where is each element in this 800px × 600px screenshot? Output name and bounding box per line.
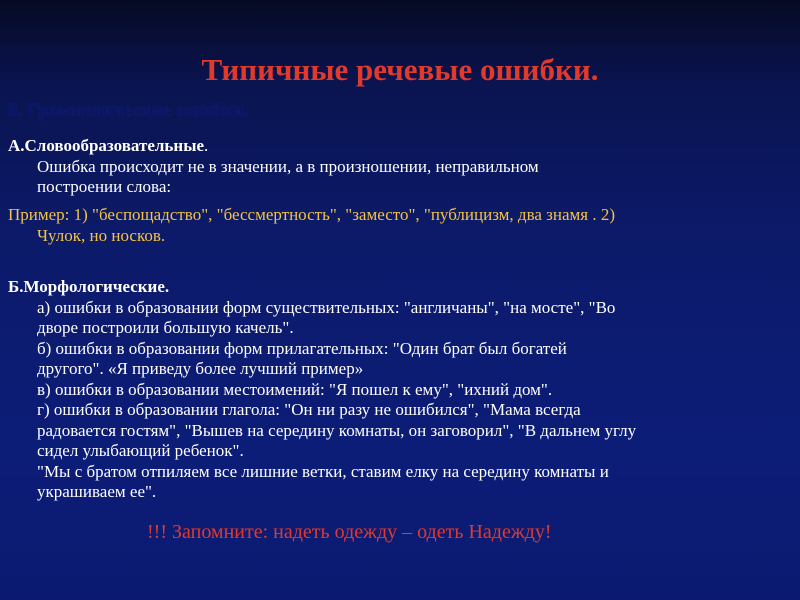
section-b-line: дворе построили большую качель".: [37, 318, 294, 337]
section-b-line: другого". «Я приведу более лучший пример»: [37, 359, 364, 378]
section-b-line: а) ошибки в образовании форм существительных: "англичаны", "на мосте", "Во: [37, 297, 616, 317]
section-a-label: А.Словообразовательные: [8, 136, 205, 155]
section-b-line: украшиваем ее".: [37, 482, 157, 501]
section-heading: 8. Грамматические ошибки.: [8, 100, 249, 121]
section-b-line: в) ошибки в образовании местоимений: "Я пошел к ему", "ихний дом".: [37, 379, 553, 399]
remember-note: !!! Запомните: надеть одежду – одеть Надежду!: [147, 521, 552, 543]
section-b-line: сидел улыбающий ребенок".: [37, 441, 244, 460]
section-a-label-tail: .: [204, 136, 209, 155]
section-b-label: Б.Морфологические.: [8, 277, 170, 296]
section-a-line: Ошибка происходит не в значении, а в произношении, неправильном: [37, 156, 539, 176]
section-a-line: построении слова:: [37, 177, 172, 196]
slide-title: Типичные речевые ошибки.: [201, 52, 599, 87]
section-b-line: радовается гостям", "Вышев на середину комнаты, он заговорил", "В дальнем углу: [37, 420, 637, 440]
example-line: Пример: 1) "беспощадство", "бессмертность", "заместо", "публицизм, два знамя . 2): [8, 205, 616, 224]
section-a-label-line: [8, 136, 792, 157]
section-b-line: г) ошибки в образовании глагола: "Он ни разу не ошибился", "Мама всегда: [37, 400, 581, 419]
example-block: [8, 205, 792, 246]
section-b-block: [8, 277, 792, 503]
section-b-line: б) ошибки в образовании форм прилагательных: "Один брат был богатей: [37, 338, 567, 358]
section-a-block: [8, 136, 792, 198]
section-b-line: "Мы с братом отпиляем все лишние ветки, ставим елку на середину комнаты и: [37, 461, 609, 481]
example-line: Чулок, но носков.: [37, 225, 166, 245]
